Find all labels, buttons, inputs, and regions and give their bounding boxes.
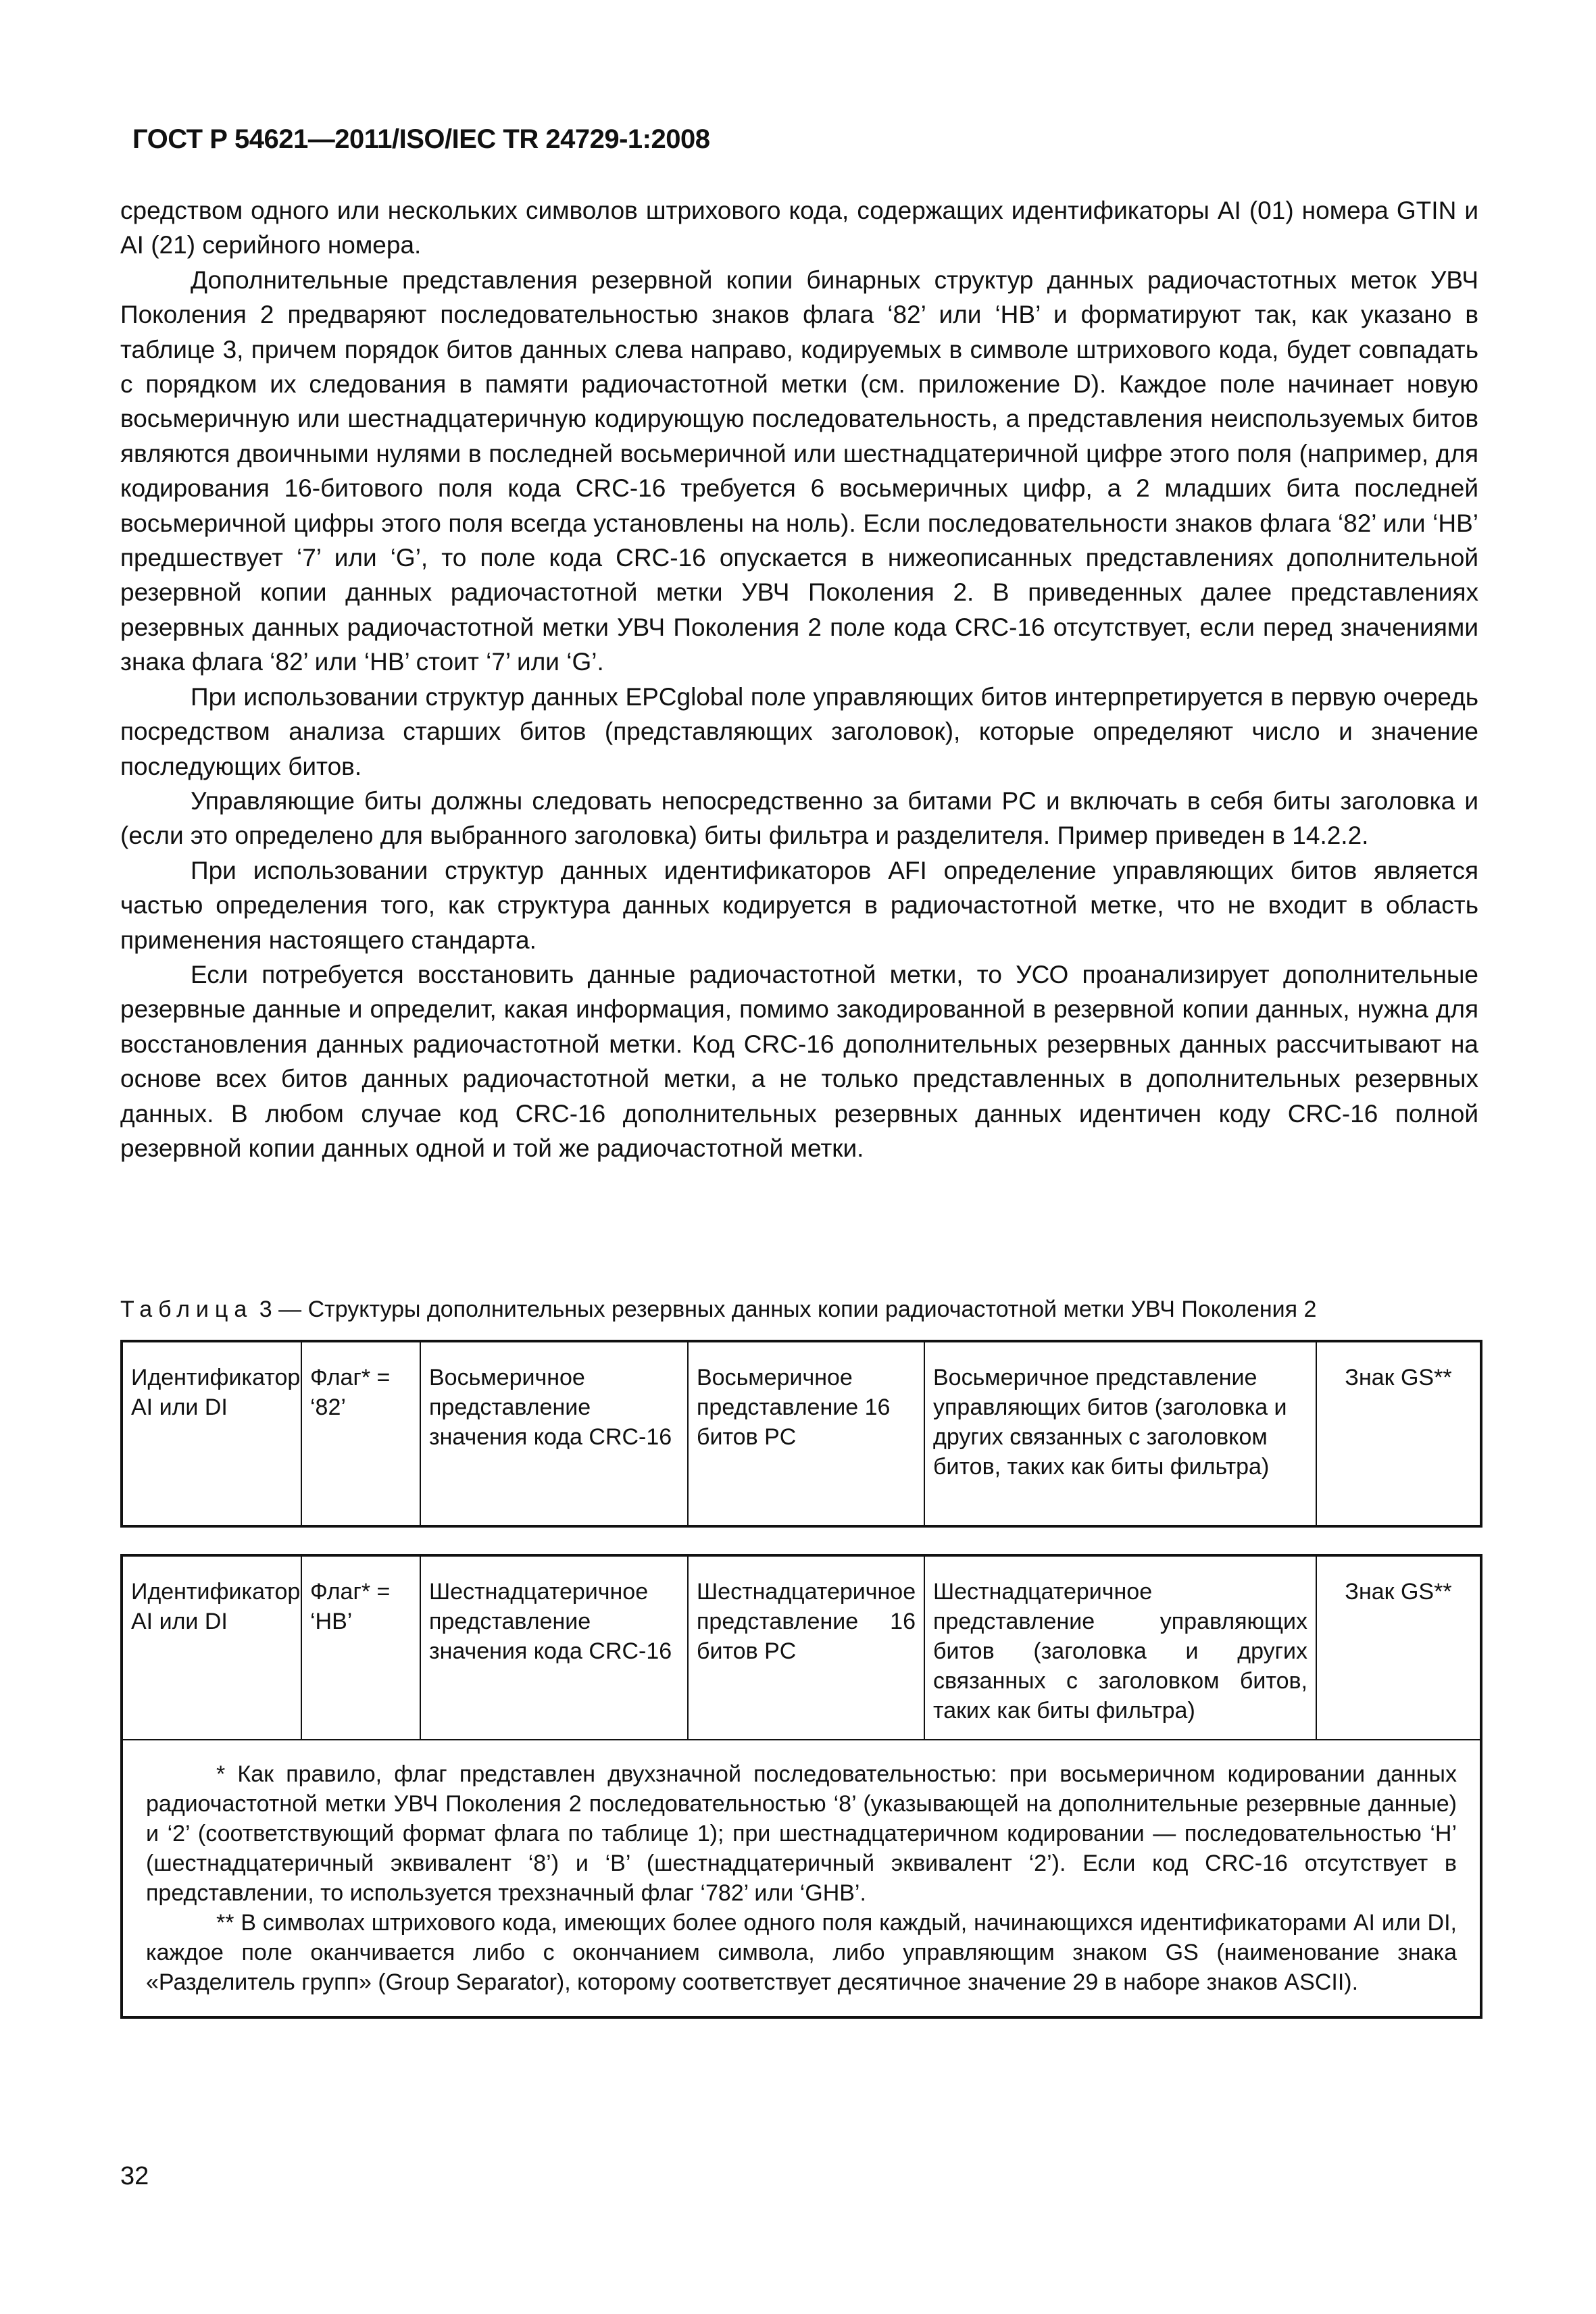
table-note: * Как правило, флаг представлен двухзначной последовательностью: при восьмеричном кодировании данных радиочастотной метки УВЧ Поколения 2 последовательностью ‘8’ (указывающей на дополнительные резервные данные) и ‘2’ (соответствующий формат флага по таблице 1); при шестнадцатеричном кодировании — последовательностью ‘H’ (шестнадцатеричный эквивалент ‘8’) и ‘B’ (шестнадцатеричный эквивалент ‘2’). Если код CRC-16 отсутствует в представлении, то используется трехзначный флаг ‘782’ или ‘GHB’. bbox=[146, 1761, 1457, 1906]
table-cell: Восьмеричное представление значения кода CRC-16 bbox=[420, 1341, 688, 1526]
table-caption-number: 3 bbox=[259, 1297, 272, 1322]
document-header: ГОСТ Р 54621—2011/ISO/IEC TR 24729-1:2008 bbox=[132, 124, 710, 154]
table-caption bbox=[120, 1294, 1478, 1324]
page-number: 32 bbox=[120, 2162, 149, 2190]
paragraph: При использовании структур данных EPCglobal поле управляющих битов интерпретируется в первую очередь посредством анализа старших битов (представляющих заголовок), которые определяют число и значение последующих битов. bbox=[120, 682, 1478, 780]
table-cell: Восьмеричное представление управляющих битов (заголовка и других связанных с заголовком битов, таких как биты фильтра) bbox=[924, 1341, 1316, 1526]
table-cell: Шестнадцатеричное представление управляющих битов (заголовка и других связанных с заголовком битов, таких как биты фильтра) bbox=[924, 1555, 1316, 1740]
table-cell: Флаг* = ‘HB’ bbox=[301, 1555, 420, 1740]
table-caption-text: — Структуры дополнительных резервных данных копии радиочастотной метки УВЧ Поколения 2 bbox=[278, 1297, 1317, 1322]
table-cell: Идентификатор AI или DI bbox=[122, 1555, 301, 1740]
paragraph: Дополнительные представления резервной копии бинарных структур данных радиочастотных меток УВЧ Поколения 2 предваряют последовательностью знаков флага ‘82’ или ‘HB’ и форматируют так, как указано в таблице 3, причем порядок битов данных слева направо, кодируемых в символе штрихового кода, будет совпадать с порядком их следования в памяти радиочастотной метки (см. приложение D). Каждое поле начинает новую восьмеричную или шестнадцатеричную кодирующую последовательность, а представления неиспользуемых битов являются двоичными нулями в последней восьмеричной или шестнадцатеричной цифре этого поля (например, для кодирования 16-битового поля кода CRC-16 требуется 6 восьмеричных цифр, а 2 младших бита последней восьмеричной цифры этого поля всегда установлены на ноль). Если последовательности знаков флага ‘82’ или ‘HB’ предшествует ‘7’ или ‘G’, то поле кода CRC-16 опускается в нижеописанных представлениях дополнительной резервной копии данных радиочастотной метки УВЧ Поколения 2. В приведенных далее представлениях резервных данных радиочастотной метки УВЧ Поколения 2 поле кода CRC-16 отсутствует, если перед значениями знака флага ‘82’ или ‘HB’ стоит ‘7’ или ‘G’. bbox=[120, 266, 1478, 676]
table-row bbox=[122, 1341, 1481, 1526]
paragraph: При использовании структур данных идентификаторов AFI определение управляющих битов является частью определения того, как структура данных кодируется в радиочастотной метке, что не входит в область применения настоящего стандарта. bbox=[120, 856, 1478, 954]
table-cell: Знак GS** bbox=[1316, 1555, 1481, 1740]
table-cell: Идентификатор AI или DI bbox=[122, 1341, 301, 1526]
table-notes-row bbox=[122, 1740, 1481, 2017]
paragraph: Если потребуется восстановить данные радиочастотной метки, то УСО проанализирует дополнительные резервные данные и определит, какая информация, помимо закодированной в резервной копии данных, нужна для восстановления данных радиочастотной метки. Код CRC-16 дополнительных резервных данных рассчитывают на основе всех битов данных радиочастотной метки, а не только представленных в дополнительных резервных данных. В любом случае код CRC-16 дополнительных резервных данных идентичен коду CRC-16 полной резервной копии данных одной и той же радиочастотной метки. bbox=[120, 960, 1478, 1162]
table-cell: Шестнадцатеричное представление значения кода CRC-16 bbox=[420, 1555, 688, 1740]
table-cell: Шестнадцатеричное представление 16 битов PC bbox=[688, 1555, 924, 1740]
body-text bbox=[120, 193, 1478, 1165]
table-cell: Восьмеричное представление 16 битов PC bbox=[688, 1341, 924, 1526]
paragraph: средством одного или нескольких символов штрихового кода, содержащих идентификаторы AI (01) номера GTIN и AI (21) серийного номера. bbox=[120, 197, 1478, 259]
hex-structure-table bbox=[120, 1554, 1482, 2019]
table-cell: Флаг* = ‘82’ bbox=[301, 1341, 420, 1526]
paragraph: Управляющие биты должны следовать непосредственно за битами PC и включать в себя биты заголовка и (если это определено для выбранного заголовка) биты фильтра и разделителя. Пример приведен в 14.2.2. bbox=[120, 786, 1478, 850]
table-cell: Знак GS** bbox=[1316, 1341, 1481, 1526]
table-note: ** В символах штрихового кода, имеющих более одного поля каждый, начинающихся идентификаторами AI или DI, каждое поле оканчивается либо с окончанием символа, либо управляющим знаком GS (наименование знака «Разделитель групп» (Group Separator), которому соответствует десятичное значение 29 в наборе знаков ASCII). bbox=[146, 1910, 1457, 1995]
table-notes bbox=[122, 1740, 1481, 2017]
table-caption-label: Таблица bbox=[120, 1297, 253, 1322]
octal-structure-table bbox=[120, 1340, 1482, 1528]
table-row bbox=[122, 1555, 1481, 1740]
